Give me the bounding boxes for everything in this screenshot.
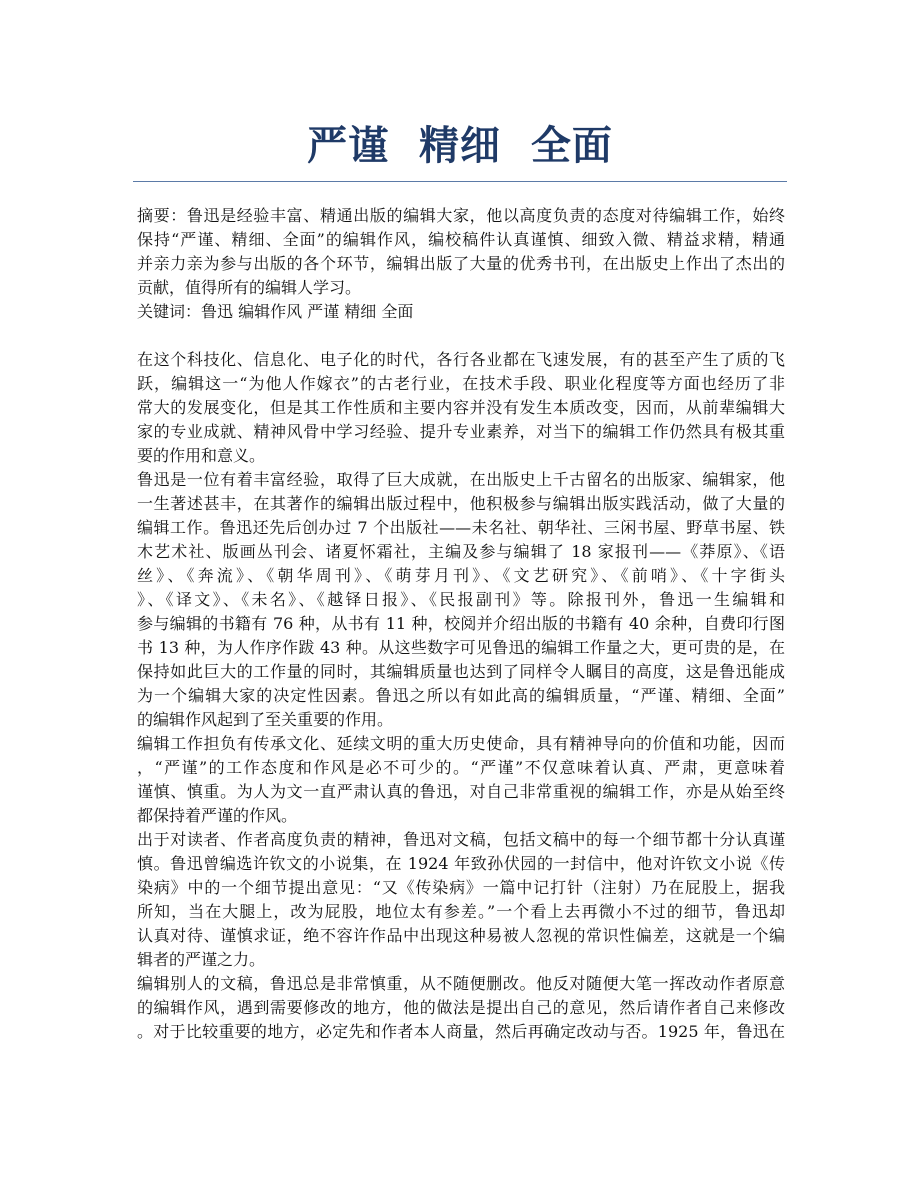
paragraph-line: 染病》中的一个细节提出意见：“又《传染病》一篇中记打针（注射）乃在屁股上，据我: [137, 878, 785, 897]
abstract-line: 并亲力亲为参与出版的各个环节，编辑出版了大量的优秀书刊，在出版史上作出了杰出的: [137, 254, 785, 273]
paragraph-line: 编辑工作担负有传承文化、延续文明的重大历史使命，具有精神导向的价值和功能，因而: [137, 734, 785, 753]
paragraph-line: 认真对待、谨慎求证，绝不容许作品中出现这种易被人忽视的常识性偏差，这就是一个编: [137, 926, 785, 945]
paragraph-line: 要的作用和意义。: [137, 446, 266, 465]
paragraph-line: ，“严谨”的工作态度和作风是必不可少的。“严谨”不仅意味着认真、严肃，更意味着: [137, 758, 785, 777]
paragraph-line: 一生著述甚丰，在其著作的编辑出版过程中，他积极参与编辑出版实践活动，做了大量的: [137, 494, 785, 513]
paragraph-line: 编辑工作。鲁迅还先后创办过 7 个出版社——未名社、朝华社、三闲书屋、野草书屋、铁: [137, 518, 785, 537]
paragraph-line: 。对于比较重要的地方，必定先和作者本人商量，然后再确定改动与否。1925 年，鲁迅在: [137, 1022, 785, 1041]
keywords-line: 关键词：鲁迅 编辑作风 严谨 精细 全面: [137, 302, 414, 321]
paragraph-4: [137, 828, 785, 972]
paragraph-2: [137, 468, 785, 732]
paragraph-line: 的编辑作风起到了至关重要的作用。: [137, 710, 394, 729]
paragraph-line: 所知，当在大腿上，改为屁股，地位太有参差。”一个看上去再微小不过的细节，鲁迅却: [137, 902, 785, 921]
title-divider: [133, 181, 787, 182]
paragraph-line: 》、《译文》、《未名》、《越铎日报》、《民报副刊》等。除报刊外，鲁迅一生编辑和: [137, 590, 785, 609]
abstract-line: 保持“严谨、精细、全面”的编辑作风，编校稿件认真谨慎、细致入微、精益求精，精通: [137, 230, 785, 249]
paragraph-line: 保持如此巨大的工作量的同时，其编辑质量也达到了同样令人瞩目的高度，这是鲁迅能成: [137, 662, 785, 681]
paragraph-line: 慎。鲁迅曾编选许钦文的小说集，在 1924 年致孙伏园的一封信中，他对许钦文小说《传: [137, 854, 785, 873]
abstract-line: 摘要：鲁迅是经验丰富、精通出版的编辑大家，他以高度负责的态度对待编辑工作，始终: [137, 206, 785, 225]
paragraph-line: 在这个科技化、信息化、电子化的时代，各行各业都在飞速发展，有的甚至产生了质的飞: [137, 350, 785, 369]
abstract-line: 贡献，值得所有的编辑人学习。: [137, 278, 362, 297]
paragraph-line: 丝》、《奔流》、《朝华周刊》、《萌芽月刊》、《文艺研究》、《前哨》、《十字街头: [137, 566, 785, 585]
paragraph-line: 谨慎、慎重。为人为文一直严肃认真的鲁迅，对自己非常重视的编辑工作，亦是从始至终: [137, 782, 785, 801]
paragraph-line: 参与编辑的书籍有 76 种，从书有 11 种，校阅并介绍出版的书籍有 40 余种，自费印行图: [137, 614, 785, 633]
paragraph-line: 常大的发展变化，但是其工作性质和主要内容并没有发生本质改变，因而，从前辈编辑大: [137, 398, 785, 417]
abstract-section: [137, 204, 785, 300]
paragraph-3: [137, 732, 785, 828]
paragraph-line: 出于对读者、作者高度负责的精神，鲁迅对文稿，包括文稿中的每一个细节都十分认真谨: [137, 830, 785, 849]
paragraph-line: 跃，编辑这一“为他人作嫁衣”的古老行业，在技术手段、职业化程度等方面也经历了非: [137, 374, 785, 393]
paragraph-line: 为一个编辑大家的决定性因素。鲁迅之所以有如此高的编辑质量，“严谨、精细、全面”: [137, 686, 785, 705]
paragraph-line: 的编辑作风，遇到需要修改的地方，他的做法是提出自己的意见，然后请作者自己来修改: [137, 998, 785, 1017]
paragraph-1: [137, 348, 785, 468]
paragraph-line: 编辑别人的文稿，鲁迅总是非常慎重，从不随便删改。他反对随便大笔一挥改动作者原意: [137, 974, 785, 993]
blank-line: [137, 324, 785, 348]
paragraph-line: 都保持着严谨的作风。: [137, 806, 298, 825]
paragraph-line: 书 13 种，为人作序作跋 43 种。从这些数字可见鲁迅的编辑工作量之大，更可贵的是，在: [137, 638, 785, 657]
document-body: [137, 204, 785, 1044]
paragraph-line: 辑者的严谨之力。: [137, 950, 266, 969]
paragraph-line: 木艺术社、版画丛刊会、诸夏怀霜社，主编及参与编辑了 18 家报刊——《莽原》、《语: [137, 542, 785, 561]
document-title: 严谨 精细 全面: [307, 123, 613, 169]
paragraph-line: 鲁迅是一位有着丰富经验，取得了巨大成就，在出版史上千古留名的出版家、编辑家，他: [137, 470, 785, 489]
paragraph-5: [137, 972, 785, 1044]
paragraph-line: 家的专业成就、精神风骨中学习经验、提升专业素养，对当下的编辑工作仍然具有极其重: [137, 422, 785, 441]
